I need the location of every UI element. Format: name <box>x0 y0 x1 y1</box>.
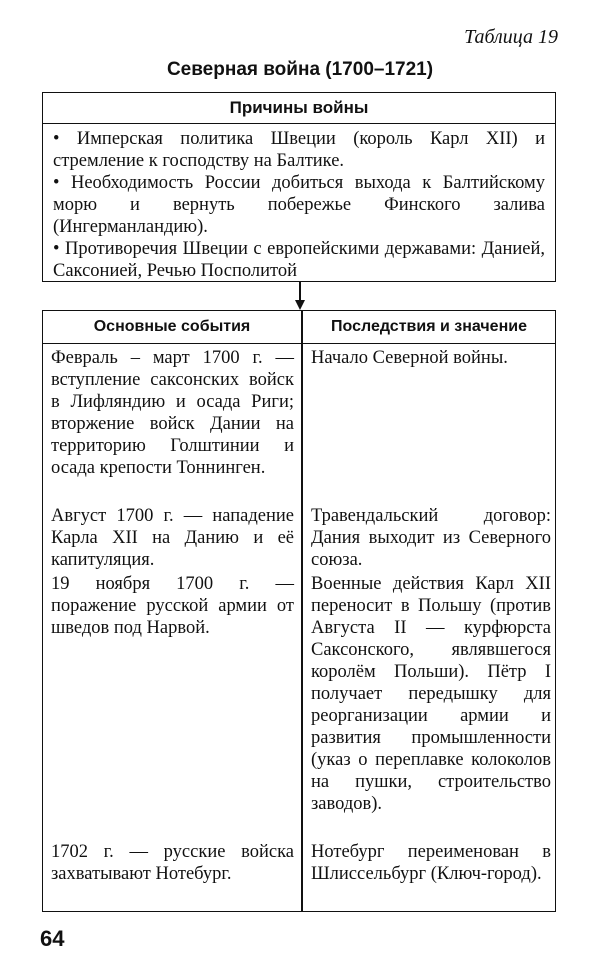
cause-item: • Имперская политика Швеции (король Карл XII) и стремление к господству на Балтике. <box>53 129 545 171</box>
event-cell: Август 1700 г. — нападение Карла XII на Данию и её капитуляция. <box>51 506 294 570</box>
causes-header: Причины войны <box>43 93 555 124</box>
event-cell: Февраль – март 1700 г. — вступление саксонских войск в Лифляндию и осада Риги; вторжение войск Дании на территорию Голштинии и осада крепости Тоннинген. <box>51 348 294 478</box>
column-header-events: Основные события <box>93 318 251 335</box>
consequence-cell: Травендальский договор: Дания выходит из Северного союза. <box>311 506 551 570</box>
consequence-cell: Военные действия Карл XII переносит в Польшу (против Августа II — курфюрста Саксонского, являвшегося королём Польши). Пётр I получает передышку для реорганизации армии и развития промышленности (указ о переплавке колоколов на пушки, строительство заводов). <box>311 574 551 814</box>
table-header-row <box>43 311 555 344</box>
page-number: 64 <box>40 926 65 951</box>
cause-item: • Необходимость России добиться выхода к Балтийскому морю и вернуть побережье Финского залива (Ингерманландию). <box>53 173 545 237</box>
causes-list <box>43 124 555 282</box>
event-cell: 19 ноября 1700 г. — поражение русской армии от шведов под Нарвой. <box>51 574 294 638</box>
column-divider <box>301 311 303 911</box>
page-title: Северная война (1700–1721) <box>166 59 434 80</box>
events-table <box>42 310 556 912</box>
cause-item: • Противоречия Швеции с европейскими державами: Данией, Саксонией, Речью Посполитой <box>53 239 545 281</box>
table-number-label: Таблица 19 <box>464 26 558 48</box>
consequence-cell: Нотебург переименован в Шлиссельбург (Ключ-город). <box>311 842 551 884</box>
column-header-consequences: Последствия и значение <box>331 318 527 335</box>
causes-box <box>42 92 556 282</box>
consequence-cell: Начало Северной войны. <box>311 348 508 368</box>
event-cell: 1702 г. — русские войска захватывают Нотебург. <box>51 842 294 884</box>
down-arrow-icon <box>295 300 305 310</box>
